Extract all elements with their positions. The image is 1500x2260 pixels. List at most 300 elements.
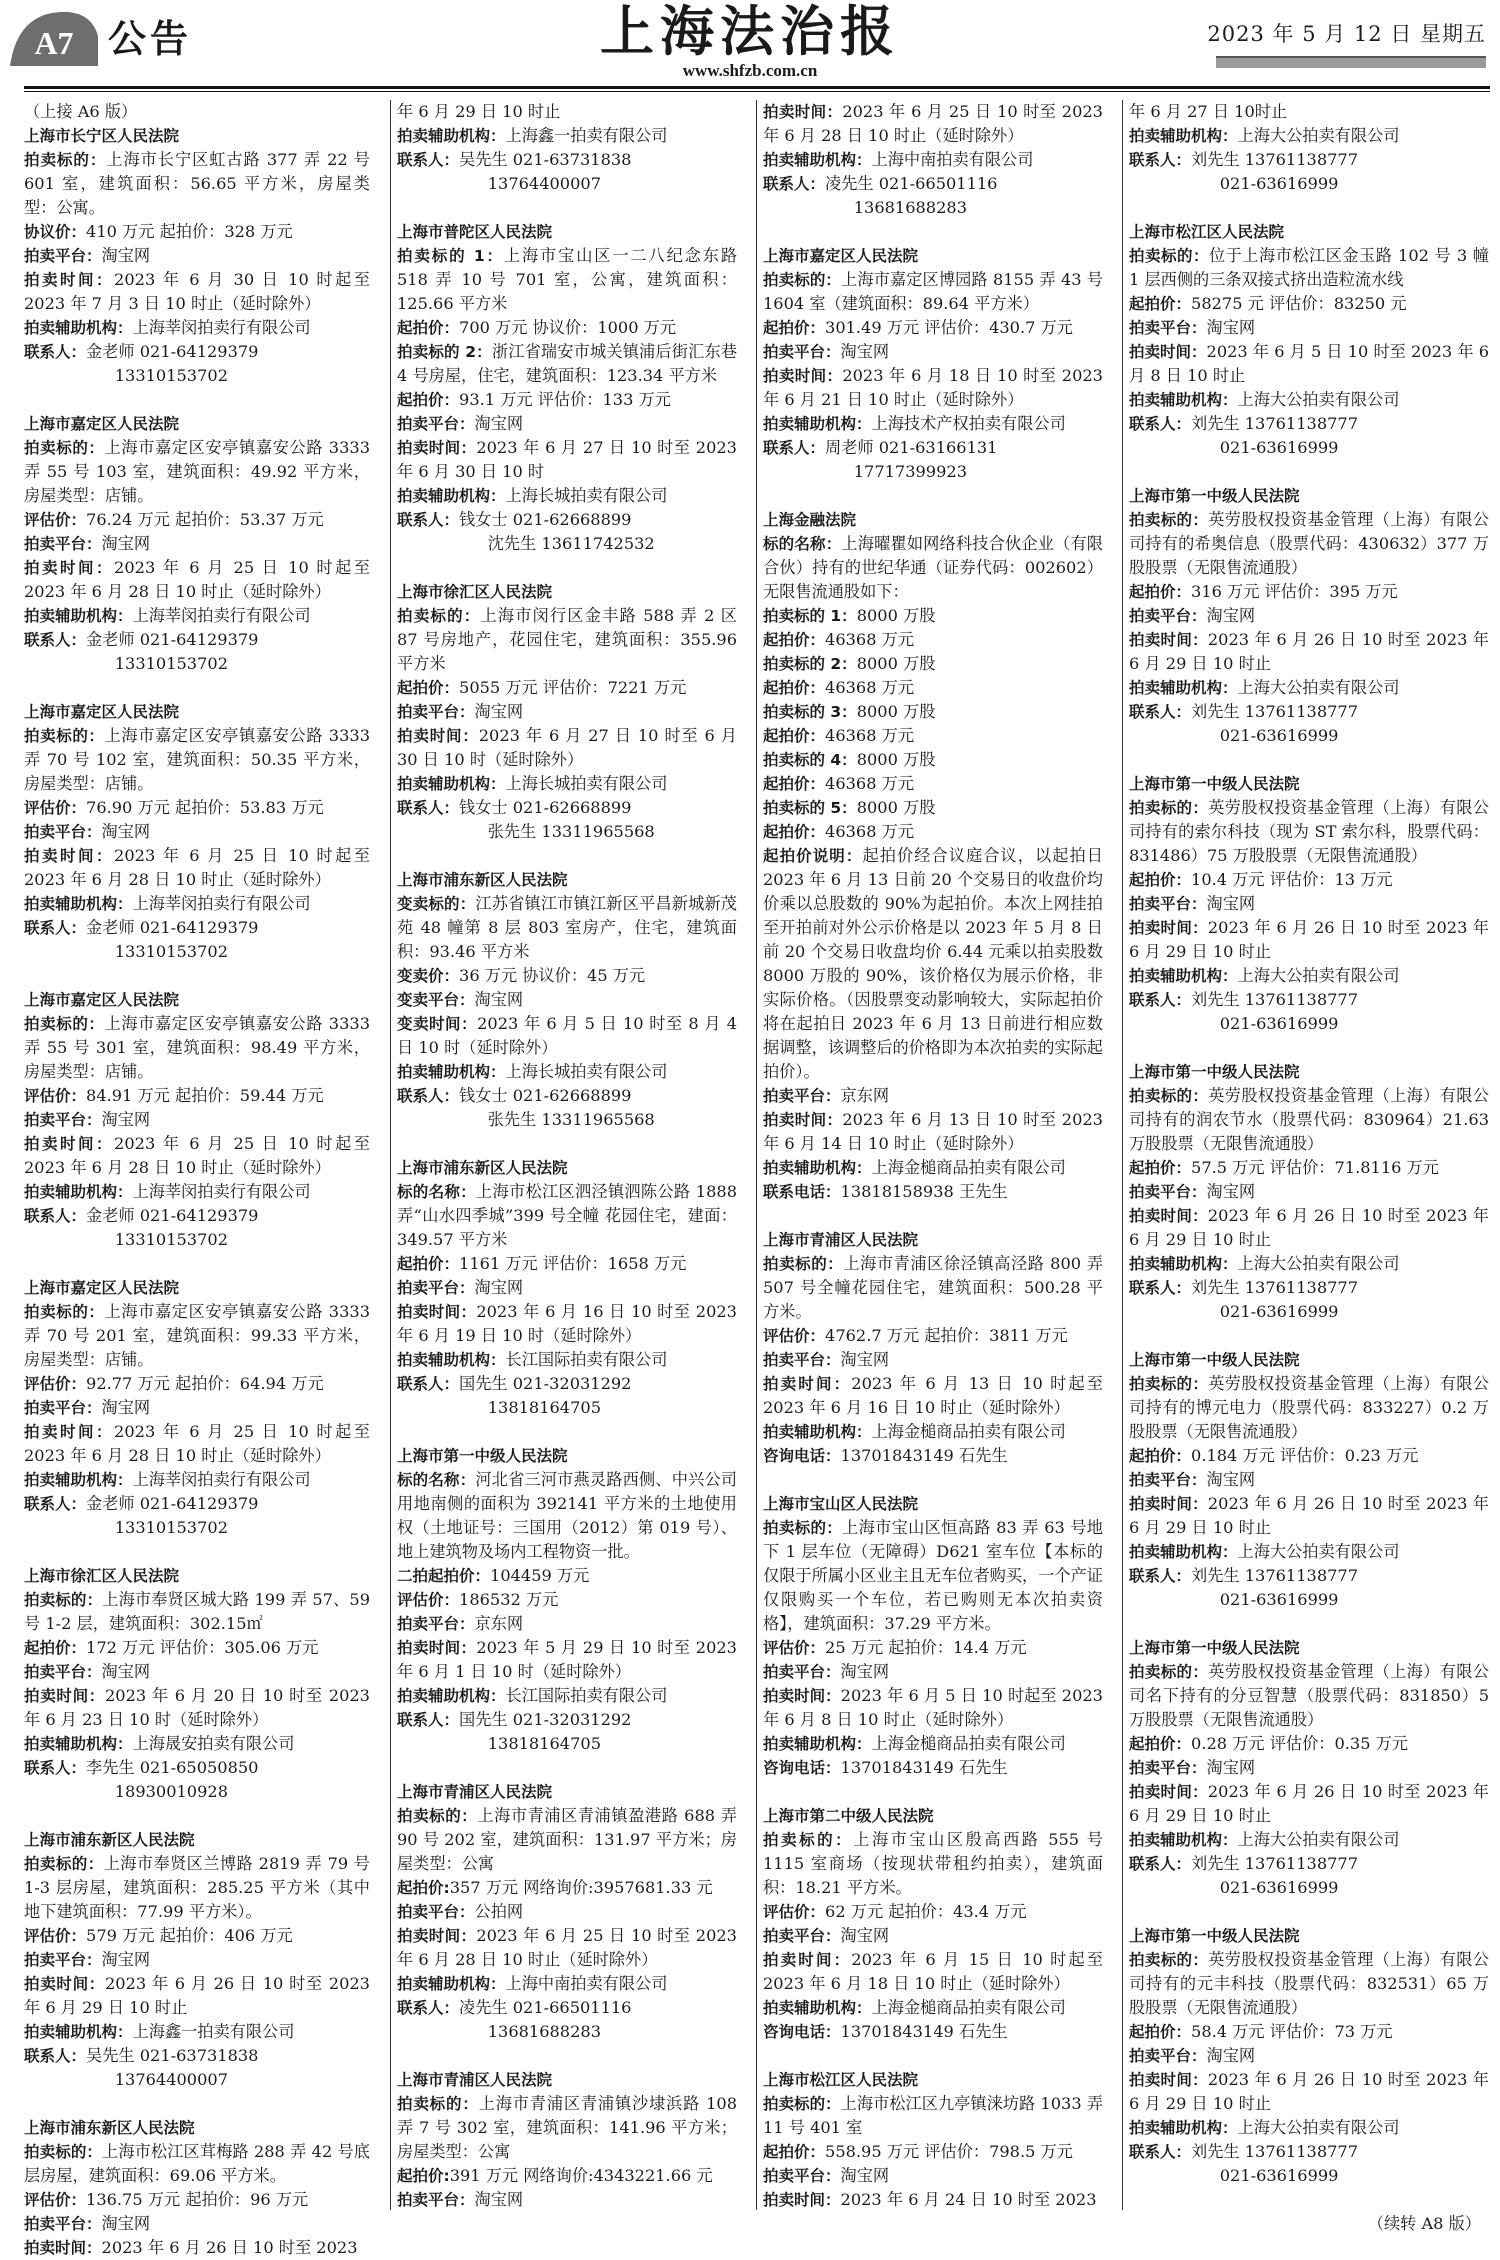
- field-label: 联系人：: [1129, 151, 1192, 169]
- notice-contact-extra: 13310153702: [114, 1518, 229, 1537]
- court-name: 上海市嘉定区人民法院: [763, 247, 919, 265]
- field-label: 评估价：: [24, 2191, 87, 2209]
- notice-columns: [24, 100, 1490, 2257]
- notice-line: 联系人：刘先生 13761138777: [1129, 1278, 1359, 1297]
- notice-line: 联系人：金老师 021-64129379: [24, 1494, 259, 1513]
- field-label: 拍卖标的 1：: [763, 607, 857, 625]
- field-label: 联系人：: [763, 175, 826, 193]
- auction-notice: [763, 1492, 1103, 1780]
- field-label: 拍卖标的：: [397, 1807, 478, 1825]
- notice-contact-extra: 021-63616999: [1219, 1590, 1339, 1609]
- notice-line: 联系人：刘先生 13761138777: [1129, 150, 1359, 169]
- notice-line: 起拍价：93.1 万元 评估价：133 万元: [397, 390, 671, 409]
- field-label: 起拍价：: [763, 823, 826, 841]
- notice-line: 拍卖时间：2023 年 6 月 26 日 10 时至 2023 年 6 月 29 日 10 时止: [1129, 1494, 1489, 1537]
- notice-line: 拍卖平台：淘宝网: [397, 1278, 524, 1297]
- notice-line: 拍卖时间：2023 年 6 月 26 日 10 时至 2023 年 6 月 29 日 10 时止: [1129, 1206, 1489, 1249]
- notice-line: 拍卖时间：2023 年 6 月 25 日 10 时起至 2023 年 6 月 28 日 10 时止（延时除外）: [24, 846, 370, 889]
- notice-line: 拍卖平台：淘宝网: [1129, 606, 1256, 625]
- field-label: 拍卖辅助机构：: [397, 487, 506, 505]
- field-label: 拍卖平台：: [397, 1903, 475, 1921]
- notice-line: 起拍价说明：起拍价经合议庭合议，以起拍日 2023 年 6 月 13 日前 20 个交易日的收盘价均价乘以总股数的 90%为起拍价。本次上网挂拍至开拍前对外公示价格是以 2023 年 5 月 8 日前 20 个交易日收盘均价 6.44 元乘以拍卖股数 8000 万股的 90%，该价格仅为展示价格，非实际价格。（因股票变动影响较大，实际起拍价将在起拍日 2023 年 6 月 13 日前进行相应数据调整，该调整后的价格即为本次拍卖的实际起拍价）。: [763, 846, 1103, 1081]
- date-bar-decoration: [1216, 56, 1486, 68]
- notice-line: 拍卖平台：京东网: [763, 1086, 890, 1105]
- field-label: 拍卖平台：: [763, 1351, 841, 1369]
- notice-contact-extra: 18930010928: [114, 1782, 229, 1801]
- notice-line: 联系人：钱女士 021-62668899: [397, 510, 632, 529]
- field-label: 拍卖辅助机构：: [1129, 391, 1238, 409]
- field-label: 拍卖标的 1：: [397, 247, 504, 265]
- notice-line: 拍卖时间：2023 年 6 月 26 日 10 时至 2023 年 6 月 29 日 10 时止: [24, 1974, 370, 2017]
- field-label: 拍卖平台：: [24, 823, 102, 841]
- field-label: 评估价：: [24, 1927, 87, 1945]
- field-label: 起拍价：: [1129, 295, 1192, 313]
- field-label: 联系人：: [24, 919, 87, 937]
- field-label: 联系人：: [1129, 703, 1192, 721]
- notice-line: 联系人：金老师 021-64129379: [24, 918, 259, 937]
- notice-line: 拍卖平台：淘宝网: [24, 534, 151, 553]
- notice-line: 拍卖辅助机构：长江国际拍卖有限公司: [397, 1350, 668, 1369]
- notice-line: 拍卖平台：公拍网: [397, 1902, 524, 1921]
- field-label: 拍卖辅助机构：: [1129, 679, 1238, 697]
- field-label: 拍卖平台：: [24, 2215, 102, 2233]
- notice-line: 拍卖辅助机构：上海大公拍卖有限公司: [1129, 678, 1400, 697]
- court-name: 上海市青浦区人民法院: [763, 1231, 919, 1249]
- notice-line: 联系人：刘先生 13761138777: [1129, 414, 1359, 433]
- notice-line: 起拍价：316 万元 评估价：395 万元: [1129, 582, 1398, 601]
- auction-notice: [763, 1804, 1103, 2044]
- field-label: 拍卖时间：: [763, 2191, 841, 2209]
- notice-line: 拍卖标的 4：8000 万股: [763, 750, 936, 769]
- notice-line: 评估价：84.91 万元 起拍价：59.44 万元: [24, 1086, 324, 1105]
- field-label: 评估价：: [24, 511, 87, 529]
- field-label: 拍卖时间：: [24, 2239, 102, 2257]
- notice-line: 拍卖时间：2023 年 6 月 26 日 10 时至 2023: [24, 2238, 358, 2257]
- notice-line: 拍卖时间：2023 年 6 月 5 日 10 时至 2023 年 6 月 8 日 10 时止: [1129, 342, 1489, 385]
- notice-line: 拍卖辅助机构：上海大公拍卖有限公司: [1129, 126, 1400, 145]
- notice-contact-extra: 021-63616999: [1219, 174, 1339, 193]
- field-label: 拍卖时间：: [763, 1375, 852, 1393]
- field-label: 拍卖标的：: [24, 1303, 105, 1321]
- column-2: [390, 100, 737, 2210]
- field-label: 拍卖辅助机构：: [397, 1351, 506, 1369]
- notice-line: 拍卖平台：淘宝网: [1129, 318, 1256, 337]
- notice-line: 拍卖时间：2023 年 6 月 27 日 10 时至 6 月 30 日 10 时（延时除外）: [397, 726, 737, 769]
- field-label: 联系人：: [24, 343, 87, 361]
- notice-line: 起拍价：58.4 万元 评估价：73 万元: [1129, 2022, 1393, 2041]
- notice-line: 起拍价:391 万元 网络询价:4343221.66 元: [397, 2166, 713, 2185]
- field-label: 拍卖时间：: [24, 1687, 105, 1705]
- field-label: 起拍价：: [397, 679, 460, 697]
- field-label: 标的名称：: [763, 535, 842, 553]
- field-label: 拍卖平台：: [24, 535, 102, 553]
- field-label: 拍卖平台：: [1129, 319, 1207, 337]
- notice-line: 拍卖标的：上海市青浦区青浦镇沙埭浜路 108 弄 7 号 302 室，建筑面积：141.96 平方米；房屋类型：公寓: [397, 2094, 737, 2161]
- field-label: 拍卖时间：: [397, 1303, 477, 1321]
- notice-line: 拍卖辅助机构：上海莘闵拍卖行有限公司: [24, 1182, 311, 1201]
- field-label: 拍卖时间：: [1129, 1783, 1208, 1801]
- field-label: 联系人：: [24, 1207, 87, 1225]
- notice-line: 拍卖标的：英劳股权投资基金管理（上海）有限公司持有的润农节水（股票代码：830964）21.63 万股股票（无限售流通股）: [1129, 1086, 1489, 1153]
- notice-line: 拍卖辅助机构：上海金槌商品拍卖有限公司: [763, 1422, 1066, 1441]
- notice-line: 拍卖辅助机构：上海金槌商品拍卖有限公司: [763, 1158, 1066, 1177]
- field-label: 拍卖平台：: [1129, 895, 1207, 913]
- notice-line: 拍卖辅助机构：上海莘闵拍卖行有限公司: [24, 318, 311, 337]
- auction-notice: [763, 1228, 1103, 1468]
- field-label: 评估价：: [24, 1375, 87, 1393]
- notice-line: 拍卖时间：2023 年 6 月 13 日 10 时起至 2023 年 6 月 16 日 10 时止（延时除外）: [763, 1374, 1103, 1417]
- continued-notice-tail: [397, 100, 737, 196]
- auction-notice: [397, 1156, 737, 1420]
- auction-notice: [24, 1828, 370, 2092]
- field-label: 拍卖平台：: [763, 1927, 841, 1945]
- notice-line: 拍卖辅助机构：上海长城拍卖有限公司: [397, 486, 668, 505]
- field-label: 拍卖平台：: [397, 1615, 475, 1633]
- notice-line: 咨询电话：13701843149 石先生: [763, 1758, 1008, 1777]
- notice-line: 拍卖时间：2023 年 6 月 18 日 10 时至 2023 年 6 月 21 日 10 时止（延时除外）: [763, 366, 1103, 409]
- field-label: 协议价：: [24, 223, 87, 241]
- field-label: 二拍起拍价：: [397, 1567, 491, 1585]
- field-label: 起拍价：: [24, 1639, 87, 1657]
- field-label: 起拍价：: [1129, 1159, 1192, 1177]
- notice-line: 拍卖时间：2023 年 6 月 25 日 10 时至 2023 年 6 月 28 日 10 时止（延时除外）: [763, 102, 1103, 145]
- notice-line: 评估价：92.77 万元 起拍价：64.94 万元: [24, 1374, 324, 1393]
- notice-line: 起拍价:357 万元 网络询价:3957681.33 元: [397, 1878, 713, 1897]
- field-label: 拍卖辅助机构：: [24, 1183, 133, 1201]
- notice-line: 联系人：吴先生 021-63731838: [397, 150, 632, 169]
- field-label: 拍卖标的 5：: [763, 799, 857, 817]
- field-label: 拍卖辅助机构：: [1129, 1255, 1238, 1273]
- notice-line: 起拍价：301.49 万元 评估价：430.7 万元: [763, 318, 1073, 337]
- notice-line: 拍卖标的：位于上海市松江区金玉路 102 号 3 幢 1 层西侧的三条双接式挤出造粒流水线: [1129, 246, 1489, 289]
- court-name: 上海市松江区人民法院: [763, 2071, 919, 2089]
- notice-line: 拍卖辅助机构：上海大公拍卖有限公司: [1129, 1542, 1400, 1561]
- notice-line: 拍卖标的：上海市松江区九亭镇涞坊路 1033 弄 11 号 401 室: [763, 2094, 1103, 2137]
- field-label: 拍卖平台：: [763, 343, 841, 361]
- notice-line: 拍卖标的：上海市长宁区虹古路 377 弄 22 号 601 室，建筑面积：56.65 平方米，房屋类型：公寓。: [24, 150, 370, 217]
- notice-line: 评估价：4762.7 万元 起拍价：3811 万元: [763, 1326, 1068, 1345]
- field-label: 拍卖平台：: [24, 1111, 102, 1129]
- auction-notice: [397, 2068, 737, 2212]
- notice-line: 拍卖平台：淘宝网: [24, 246, 151, 265]
- notice-line: 起拍价：5055 万元 评估价：7221 万元: [397, 678, 687, 697]
- auction-notice: [1129, 1924, 1489, 2188]
- field-label: 评估价：: [763, 1327, 826, 1345]
- notice-contact-extra: 沈先生 13611742532: [487, 534, 655, 553]
- field-label: 联系人：: [1129, 1855, 1192, 1873]
- court-name: 上海市浦东新区人民法院: [397, 871, 568, 889]
- notice-line: 年 6 月 27 日 10时止: [1129, 102, 1288, 121]
- column-4: [1122, 100, 1489, 2233]
- column-3: [756, 100, 1103, 2210]
- notice-line: 拍卖平台：淘宝网: [763, 1350, 890, 1369]
- field-label: 拍卖时间：: [397, 439, 477, 457]
- field-label: 联系人：: [24, 1759, 87, 1777]
- auction-notice: [763, 244, 1103, 484]
- notice-line: 起拍价：0.184 万元 评估价：0.23 万元: [1129, 1446, 1419, 1465]
- field-label: 拍卖标的：: [1129, 1663, 1209, 1681]
- field-label: 起拍价说明：: [763, 847, 863, 865]
- field-label: 拍卖平台：: [24, 247, 102, 265]
- notice-contact-extra: 021-63616999: [1219, 2166, 1339, 2185]
- field-label: 拍卖标的：: [1129, 1375, 1209, 1393]
- notice-contact-extra: 021-63616999: [1219, 1302, 1339, 1321]
- notice-contact-extra: 021-63616999: [1219, 438, 1339, 457]
- notice-line: 拍卖辅助机构：上海晟安拍卖有限公司: [24, 1734, 295, 1753]
- notice-line: 变卖平台：淘宝网: [397, 990, 524, 1009]
- notice-line: 标的名称：上海市松江区泗泾镇泗陈公路 1888 弄“山水四季城”399 号全幢 花园住宅，建面：349.57 平方米: [397, 1182, 737, 1249]
- field-label: 联系人：: [397, 799, 460, 817]
- field-label: 咨询电话：: [763, 2023, 841, 2041]
- notice-line: 拍卖标的：上海市嘉定区博园路 8155 弄 43 号 1604 室（建筑面积：89.64 平方米）: [763, 270, 1103, 313]
- notice-contact-extra: 13764400007: [487, 174, 602, 193]
- notice-line: 拍卖平台：淘宝网: [1129, 1758, 1256, 1777]
- auction-notice: [1129, 1060, 1489, 1324]
- field-label: 起拍价：: [763, 775, 826, 793]
- notice-line: 拍卖时间：2023 年 6 月 16 日 10 时至 2023 年 6 月 19 日 10 时（延时除外）: [397, 1302, 737, 1345]
- field-label: 拍卖标的：: [763, 271, 842, 289]
- field-label: 拍卖时间：: [24, 1975, 105, 1993]
- field-label: 联系人：: [1129, 991, 1192, 1009]
- court-name: 上海市第一中级人民法院: [397, 1447, 568, 1465]
- notice-line: 拍卖时间：2023 年 6 月 15 日 10 时起至 2023 年 6 月 18 日 10 时止（延时除外）: [763, 1950, 1103, 1993]
- field-label: 拍卖标的 3：: [763, 703, 857, 721]
- notice-line: 联系人：刘先生 13761138777: [1129, 990, 1359, 1009]
- notice-line: 评估价：76.24 万元 起拍价：53.37 万元: [24, 510, 324, 529]
- notice-line: 起拍价：558.95 万元 评估价：798.5 万元: [763, 2142, 1073, 2161]
- notice-line: 拍卖时间：2023 年 6 月 24 日 10 时至 2023: [763, 2190, 1097, 2209]
- field-label: 拍卖辅助机构：: [24, 895, 133, 913]
- court-name: 上海市第一中级人民法院: [1129, 775, 1300, 793]
- field-label: 拍卖辅助机构：: [763, 415, 872, 433]
- field-label: 联系人：: [397, 1087, 460, 1105]
- field-label: 拍卖标的：: [24, 151, 107, 169]
- notice-line: 联系人：凌先生 021-66501116: [397, 1998, 632, 2017]
- notice-contact-extra: 021-63616999: [1219, 1878, 1339, 1897]
- field-label: 起拍价:: [397, 2167, 450, 2185]
- field-label: 评估价：: [763, 1639, 826, 1657]
- notice-line: 拍卖标的：上海市闵行区金丰路 588 弄 2 区 87 号房地产，花园住宅，建筑面积：355.96 平方米: [397, 606, 737, 673]
- field-label: 拍卖平台：: [24, 1951, 102, 1969]
- notice-line: 起拍价：700 万元 协议价：1000 万元: [397, 318, 677, 337]
- court-name: 上海市嘉定区人民法院: [24, 1279, 180, 1297]
- notice-line: 联系人：刘先生 13761138777: [1129, 702, 1359, 721]
- field-label: 拍卖辅助机构：: [397, 1063, 506, 1081]
- masthead-title: 上海法治报: [600, 0, 900, 63]
- page-header: [0, 0, 1500, 92]
- field-label: 拍卖辅助机构：: [24, 319, 133, 337]
- notice-line: 拍卖时间：2023 年 6 月 25 日 10 时至 2023 年 6 月 28 日 10 时止（延时除外）: [397, 1926, 737, 1969]
- notice-line: 拍卖平台：淘宝网: [763, 1662, 890, 1681]
- court-name: 上海市第二中级人民法院: [763, 1807, 934, 1825]
- notice-line: 拍卖辅助机构：上海大公拍卖有限公司: [1129, 966, 1400, 985]
- notice-line: 拍卖平台：淘宝网: [397, 702, 524, 721]
- auction-notice: [24, 700, 370, 964]
- auction-notice: [24, 412, 370, 676]
- field-label: 联系人：: [24, 1495, 87, 1513]
- field-label: 拍卖时间：: [24, 559, 115, 577]
- field-label: 拍卖时间：: [1129, 2071, 1208, 2089]
- field-label: 拍卖辅助机构：: [397, 1975, 506, 1993]
- field-label: 起拍价：: [1129, 1447, 1192, 1465]
- field-label: 联系人：: [397, 1711, 460, 1729]
- field-label: 拍卖时间：: [397, 727, 479, 745]
- notice-line: 拍卖平台：淘宝网: [1129, 894, 1256, 913]
- notice-line: 联系人：钱女士 021-62668899: [397, 798, 632, 817]
- notice-line: 拍卖标的 1：8000 万股: [763, 606, 936, 625]
- notice-line: 联系人：国先生 021-32031292: [397, 1710, 632, 1729]
- notice-line: 拍卖平台：淘宝网: [397, 414, 524, 433]
- column-1: [24, 100, 370, 2257]
- field-label: 拍卖时间：: [24, 1135, 115, 1153]
- notice-line: 拍卖时间：2023 年 6 月 20 日 10 时至 2023 年 6 月 23 日 10 时（延时除外）: [24, 1686, 370, 1729]
- field-label: 拍卖辅助机构：: [763, 1999, 872, 2017]
- court-name: 上海市第一中级人民法院: [1129, 487, 1300, 505]
- auction-notice: [397, 868, 737, 1132]
- notice-line: 评估价：186532 万元: [397, 1590, 559, 1609]
- notice-line: 拍卖时间：2023 年 6 月 26 日 10 时至 2023 年 6 月 29 日 10 时止: [1129, 1782, 1489, 1825]
- notice-line: 起拍价：46368 万元: [763, 822, 915, 841]
- notice-line: 拍卖辅助机构：上海大公拍卖有限公司: [1129, 390, 1400, 409]
- notice-contact-extra: 13310153702: [114, 942, 229, 961]
- auction-notice: [24, 988, 370, 1252]
- notice-line: 拍卖标的：英劳股权投资基金管理（上海）有限公司持有的博元电力（股票代码：833227）0.2 万股股票（无限售流通股）: [1129, 1374, 1489, 1441]
- court-name: 上海市浦东新区人民法院: [24, 1831, 195, 1849]
- field-label: 拍卖标的：: [24, 1591, 103, 1609]
- field-label: 联系人：: [24, 631, 87, 649]
- notice-line: 联系人：钱女士 021-62668899: [397, 1086, 632, 1105]
- notice-line: 拍卖标的：上海市奉贤区城大路 199 弄 57、59 号 1-2 层，建筑面积：302.15㎡: [24, 1590, 370, 1633]
- field-label: 联系人：: [24, 2047, 87, 2065]
- notice-contact-extra: 13764400007: [114, 2070, 229, 2089]
- field-label: 起拍价：: [397, 1255, 460, 1273]
- auction-notice: [1129, 484, 1489, 748]
- notice-line: 拍卖辅助机构：上海鑫一拍卖有限公司: [24, 2022, 295, 2041]
- notice-line: 拍卖标的 2：8000 万股: [763, 654, 936, 673]
- notice-line: 起拍价：57.5 万元 评估价：71.8116 万元: [1129, 1158, 1439, 1177]
- auction-notice: [24, 124, 370, 388]
- notice-line: 拍卖标的：上海市嘉定区安亭镇嘉安公路 3333 弄 70 号 102 室，建筑面积：50.35 平方米，房屋类型：店铺。: [24, 726, 370, 793]
- field-label: 拍卖标的：: [1129, 247, 1209, 265]
- notice-line: 拍卖时间：2023 年 6 月 27 日 10 时至 2023 年 6 月 30 日 10 时: [397, 438, 737, 481]
- header-rule: [24, 86, 1490, 89]
- notice-line: 拍卖平台：淘宝网: [397, 2190, 524, 2209]
- field-label: 拍卖辅助机构：: [397, 775, 506, 793]
- notice-line: 拍卖平台：淘宝网: [24, 822, 151, 841]
- notice-line: 拍卖辅助机构：上海长城拍卖有限公司: [397, 774, 668, 793]
- notice-line: 变卖标的：江苏省镇江市镇江新区平昌新城新茂苑 48 幢第 8 层 803 室房产，住宅，建筑面积：93.46 平方米: [397, 894, 737, 961]
- field-label: 拍卖时间：: [24, 1423, 115, 1441]
- issue-date: 2023 年 5 月 12 日 星期五: [1207, 22, 1486, 46]
- court-name: 上海金融法院: [763, 511, 857, 529]
- court-name: 上海市普陀区人民法院: [397, 223, 553, 241]
- court-name: 上海市徐汇区人民法院: [397, 583, 553, 601]
- field-label: 联系人：: [397, 1999, 460, 2017]
- notice-line: 拍卖标的：英劳股权投资基金管理（上海）有限公司持有的索尔科技（现为 ST 索尔科，股票代码：831486）75 万股股票（无限售流通股）: [1129, 798, 1489, 865]
- continued-notice-tail: [1129, 100, 1489, 196]
- field-label: 拍卖平台：: [1129, 607, 1207, 625]
- notice-line: 拍卖时间：2023 年 6 月 25 日 10 时起至 2023 年 6 月 28 日 10 时止（延时除外）: [24, 558, 370, 601]
- court-name: 上海市第一中级人民法院: [1129, 1063, 1300, 1081]
- notice-line: 起拍价：46368 万元: [763, 726, 915, 745]
- field-label: 拍卖时间：: [24, 271, 115, 289]
- field-label: 拍卖时间：: [763, 103, 843, 121]
- notice-contact-extra: 张先生 13311965568: [487, 1110, 655, 1129]
- field-label: 拍卖辅助机构：: [763, 1159, 872, 1177]
- field-label: 拍卖标的：: [397, 607, 481, 625]
- notice-line: 拍卖标的：上海市青浦区徐泾镇高泾路 800 弄 507 号全幢花园住宅，建筑面积：500.28 平方米。: [763, 1254, 1103, 1321]
- field-label: 变卖标的：: [397, 895, 476, 913]
- field-label: 起拍价：: [1129, 871, 1192, 889]
- notice-line: 拍卖标的：上海市嘉定区安亭镇嘉安公路 3333 弄 55 号 103 室，建筑面积：49.92 平方米，房屋类型：店铺。: [24, 438, 370, 505]
- notice-line: 拍卖辅助机构：上海金槌商品拍卖有限公司: [763, 1998, 1066, 2017]
- continued-to-note: （续转 A8 版）: [1367, 2214, 1481, 2233]
- notice-line: 标的名称：上海曜瞿如网络科技合伙企业（有限合伙）持有的世纪华通（证券代码：002602）无限售流通股如下：: [763, 534, 1103, 601]
- field-label: 拍卖辅助机构：: [763, 151, 872, 169]
- notice-line: 联系人：吴先生 021-63731838: [24, 2046, 259, 2065]
- notice-line: 拍卖平台：淘宝网: [763, 1926, 890, 1945]
- notice-line: 协议价：410 万元 起拍价：328 万元: [24, 222, 293, 241]
- field-label: 拍卖辅助机构：: [1129, 1831, 1238, 1849]
- field-label: 联系电话：: [763, 1183, 841, 1201]
- court-name: 上海市嘉定区人民法院: [24, 991, 180, 1009]
- field-label: 拍卖时间：: [1129, 919, 1208, 937]
- field-label: 标的名称：: [397, 1183, 477, 1201]
- field-label: 拍卖时间：: [1129, 343, 1207, 361]
- notice-line: 评估价：136.75 万元 起拍价：96 万元: [24, 2190, 309, 2209]
- field-label: 拍卖标的：: [24, 1855, 104, 1873]
- notice-line: 拍卖时间：2023 年 6 月 25 日 10 时起至 2023 年 6 月 28 日 10 时止（延时除外）: [24, 1134, 370, 1177]
- field-label: 拍卖时间：: [763, 1687, 841, 1705]
- field-label: 拍卖辅助机构：: [1129, 2119, 1238, 2137]
- field-label: 拍卖标的 2：: [397, 343, 492, 361]
- field-label: 拍卖平台：: [397, 2191, 475, 2209]
- court-name: 上海市嘉定区人民法院: [24, 415, 180, 433]
- notice-contact-extra: 021-63616999: [1219, 726, 1339, 745]
- notice-line: 标的名称：河北省三河市燕灵路西侧、中兴公司用地南侧的面积为 392141 平方米的土地使用权（土地证号：三国用（2012）第 019 号）、地上建筑物及场内工程物资一批。: [397, 1470, 737, 1561]
- court-name: 上海市长宁区人民法院: [24, 127, 180, 145]
- court-name: 上海市嘉定区人民法院: [24, 703, 180, 721]
- field-label: 拍卖时间：: [763, 367, 843, 385]
- field-label: 拍卖标的：: [763, 1255, 844, 1273]
- field-label: 起拍价：: [763, 727, 826, 745]
- notice-line: 联系人：周老师 021-63166131: [763, 438, 998, 457]
- notice-line: 评估价：76.90 万元 起拍价：53.83 万元: [24, 798, 324, 817]
- field-label: 拍卖平台：: [763, 2167, 841, 2185]
- field-label: 评估价：: [397, 1591, 460, 1609]
- auction-notice: [1129, 772, 1489, 1036]
- field-label: 拍卖辅助机构：: [1129, 1543, 1238, 1561]
- field-label: 拍卖时间：: [1129, 631, 1208, 649]
- notice-contact-extra: 张先生 13311965568: [487, 822, 655, 841]
- auction-notice: [763, 2068, 1103, 2212]
- notice-line: 拍卖时间：2023 年 6 月 26 日 10 时至 2023 年 6 月 29 日 10 时止: [1129, 2070, 1489, 2113]
- notice-line: 拍卖辅助机构：上海莘闵拍卖行有限公司: [24, 1470, 311, 1489]
- masthead-url: www.shfzb.com.cn: [682, 61, 818, 80]
- notice-line: 联系人：金老师 021-64129379: [24, 1206, 259, 1225]
- notice-line: 变卖时间：2023 年 6 月 5 日 10 时至 8 月 4 日 10 时（延时除外）: [397, 1014, 737, 1057]
- field-label: 拍卖辅助机构：: [24, 1735, 133, 1753]
- notice-line: 拍卖平台：淘宝网: [24, 1662, 151, 1681]
- notice-line: 拍卖辅助机构：上海鑫一拍卖有限公司: [397, 126, 668, 145]
- field-label: 拍卖标的：: [763, 1831, 854, 1849]
- field-label: 咨询电话：: [763, 1447, 841, 1465]
- field-label: 联系人：: [397, 1375, 460, 1393]
- auction-notice: [397, 580, 737, 844]
- court-name: 上海市浦东新区人民法院: [24, 2119, 195, 2137]
- notice-line: 起拍价：172 万元 评估价：305.06 万元: [24, 1638, 319, 1657]
- auction-notice: [763, 508, 1103, 1204]
